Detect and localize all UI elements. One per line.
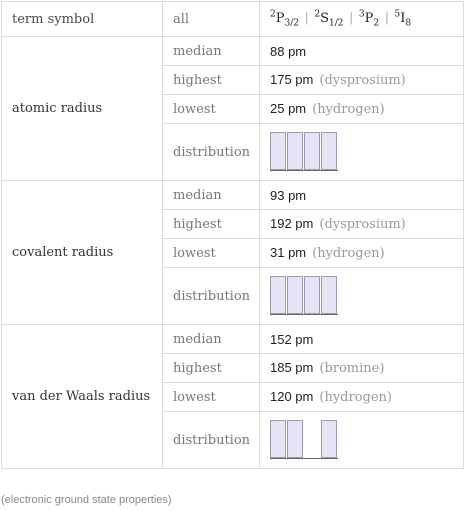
term-separator: | <box>385 9 389 25</box>
element-note: (hydrogen) <box>312 102 385 117</box>
distribution-cell <box>260 412 464 469</box>
highest-cell <box>260 354 464 383</box>
element-note: (dysprosium) <box>319 73 406 88</box>
distribution-bar <box>304 276 320 314</box>
group-label: van der Waals radius <box>2 325 163 469</box>
median-value: 93 pm <box>260 181 464 210</box>
highest-cell <box>260 210 464 239</box>
distribution-bar <box>321 420 337 458</box>
footer-note: (electronic ground state properties) <box>1 494 172 506</box>
median-value: 152 pm <box>260 325 464 354</box>
term-separator: | <box>349 9 353 25</box>
properties-table <box>1 1 464 469</box>
row-label: distribution <box>163 412 260 469</box>
distribution-bar <box>287 420 303 458</box>
row-label: highest <box>163 354 260 383</box>
element-note: (hydrogen) <box>319 390 392 405</box>
distribution-cell <box>260 124 464 181</box>
distribution-bar <box>270 276 286 314</box>
distribution-gap <box>304 420 320 458</box>
distribution-bar <box>270 420 286 458</box>
distribution-chart <box>270 130 338 171</box>
row-label: lowest <box>163 95 260 124</box>
row-label: median <box>163 37 260 66</box>
element-note: (hydrogen) <box>312 246 385 261</box>
element-note: (bromine) <box>319 361 385 376</box>
group-label: covalent radius <box>2 181 163 325</box>
header-all: all <box>163 2 260 37</box>
term-symbols-cell <box>260 2 464 37</box>
distribution-chart <box>270 418 338 459</box>
row-label: lowest <box>163 383 260 412</box>
highest-value: 185 pm <box>270 360 314 375</box>
lowest-cell <box>260 239 464 268</box>
row-label: median <box>163 325 260 354</box>
row-label: highest <box>163 210 260 239</box>
distribution-bar <box>321 276 337 314</box>
term-separator: | <box>304 9 309 25</box>
median-value: 88 pm <box>260 37 464 66</box>
row-label: highest <box>163 66 260 95</box>
table-row <box>2 181 464 210</box>
highest-value: 175 pm <box>270 72 314 87</box>
header-row <box>2 2 464 37</box>
highest-value: 192 pm <box>270 216 314 231</box>
group-label: atomic radius <box>2 37 163 181</box>
distribution-bar <box>304 132 320 170</box>
distribution-cell <box>260 268 464 325</box>
table-row <box>2 325 464 354</box>
highest-cell <box>260 66 464 95</box>
lowest-value: 25 pm <box>270 101 307 116</box>
term-symbol: $^3P_2$ <box>358 9 380 29</box>
row-label: distribution <box>163 124 260 181</box>
term-symbol: $^2S_{1/2}$ <box>314 9 344 29</box>
row-label: distribution <box>163 268 260 325</box>
row-label: median <box>163 181 260 210</box>
row-label: lowest <box>163 239 260 268</box>
lowest-cell <box>260 95 464 124</box>
distribution-bar <box>270 132 286 170</box>
header-term-symbol: term symbol <box>2 2 163 37</box>
lowest-value: 120 pm <box>270 389 314 404</box>
term-symbol: $^5I_8$ <box>394 9 412 29</box>
distribution-chart <box>270 274 338 315</box>
term-symbol: $^2P_{3/2}$ <box>270 9 299 29</box>
distribution-bar <box>287 132 303 170</box>
distribution-bar <box>321 132 337 170</box>
distribution-bar <box>287 276 303 314</box>
lowest-cell <box>260 383 464 412</box>
lowest-value: 31 pm <box>270 245 307 260</box>
element-note: (dysprosium) <box>319 217 406 232</box>
table-row <box>2 37 464 66</box>
